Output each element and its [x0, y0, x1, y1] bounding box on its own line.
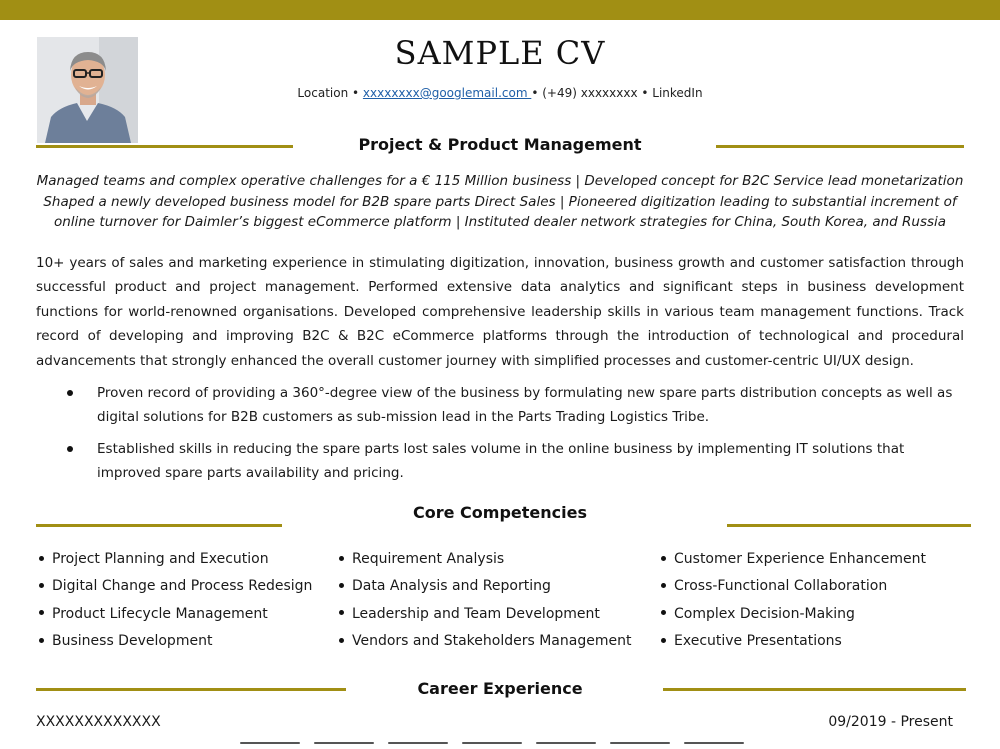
bullet-icon	[339, 556, 344, 561]
section-rule-right	[727, 524, 971, 527]
contact-line	[0, 86, 1000, 100]
cropped-text-line	[240, 742, 780, 749]
bullet-icon	[39, 583, 44, 588]
profile-paragraph: 10+ years of sales and marketing experience in stimulating digitization, innovation, business growth and customer satisfaction through successful product and project management. Performed extensive data analytics and significant steps in business development functions for world-renowned organisations. Developed comprehensive leadership skills in various team management functions. Track record of developing and improving B2C & B2C eCommerce platforms through the introduction of technological and procedural advancements that strongly enhanced the overall customer journey with simplified processes and customer-centric UI/UX design.	[36, 255, 964, 369]
separator: •	[531, 86, 543, 100]
section-title-project: Project & Product Management	[358, 135, 642, 154]
competency-item: Data Analysis and Reporting	[336, 573, 631, 600]
achievement-list	[36, 381, 964, 485]
competency-item: Product Lifecycle Management	[36, 601, 312, 628]
bullet-icon	[39, 638, 44, 643]
bullet-icon	[661, 610, 666, 615]
bullet-icon	[339, 583, 344, 588]
employment-dates: 09/2019 - Present	[828, 714, 953, 730]
competency-column-3	[658, 546, 926, 656]
competency-item: Digital Change and Process Redesign	[36, 573, 312, 600]
section-rule-right	[663, 688, 966, 691]
section-title-career: Career Experience	[417, 679, 583, 698]
contact-location: Location	[297, 86, 349, 100]
competency-item: Business Development	[36, 628, 312, 655]
separator: •	[637, 86, 653, 100]
summary-line: Shaped a newly developed business model for B2B spare parts Direct Sales | Pioneered digitization leading to substantial increment of	[43, 193, 957, 210]
competency-item: Requirement Analysis	[336, 546, 631, 573]
competency-item: Vendors and Stakeholders Management	[336, 628, 631, 655]
section-rule-right	[716, 145, 964, 148]
bullet-icon	[39, 610, 44, 615]
linkedin-link[interactable]: LinkedIn	[652, 86, 703, 100]
bullet-icon	[39, 556, 44, 561]
competency-item: Cross-Functional Collaboration	[658, 573, 926, 600]
competency-item: Executive Presentations	[658, 628, 926, 655]
section-title-competencies: Core Competencies	[413, 503, 587, 522]
top-accent-bar	[0, 0, 1000, 20]
email-link[interactable]: xxxxxxxx@googlemail.com	[362, 86, 532, 100]
competency-item: Leadership and Team Development	[336, 601, 631, 628]
contact-phone: (+49) xxxxxxxx	[542, 86, 638, 100]
competency-column-1	[36, 546, 312, 656]
summary-line: Managed teams and complex operative challenges for a € 115 Million business | Developed concept for B2C Service lead monetarization	[36, 173, 964, 189]
section-rule-left	[36, 524, 282, 527]
achievement-item: Established skills in reducing the spare parts lost sales volume in the online business by implementing IT solutions that improved spare parts availability and pricing.	[36, 437, 964, 485]
summary-line: online turnover for Daimler’s biggest eCommerce platform | Instituted dealer network strategies for China, South Korea, and Russia	[53, 214, 947, 230]
competency-item: Complex Decision-Making	[658, 601, 926, 628]
summary-block	[36, 171, 964, 233]
separator: •	[348, 86, 363, 100]
competency-column-2	[336, 546, 631, 656]
bullet-icon	[661, 556, 666, 561]
bullet-icon	[339, 610, 344, 615]
bullet-icon	[661, 583, 666, 588]
bullet-icon	[339, 638, 344, 643]
competency-item: Customer Experience Enhancement	[658, 546, 926, 573]
bullet-icon	[661, 638, 666, 643]
employer-name: XXXXXXXXXXXXX	[36, 714, 161, 730]
cv-title: SAMPLE CV	[394, 34, 606, 72]
achievement-item: Proven record of providing a 360°-degree view of the business by formulating new spare parts distribution concepts as well as digital solutions for B2B customers as sub-mission lead in the Parts Trading Logistics Tribe.	[36, 381, 964, 429]
competency-item: Project Planning and Execution	[36, 546, 312, 573]
